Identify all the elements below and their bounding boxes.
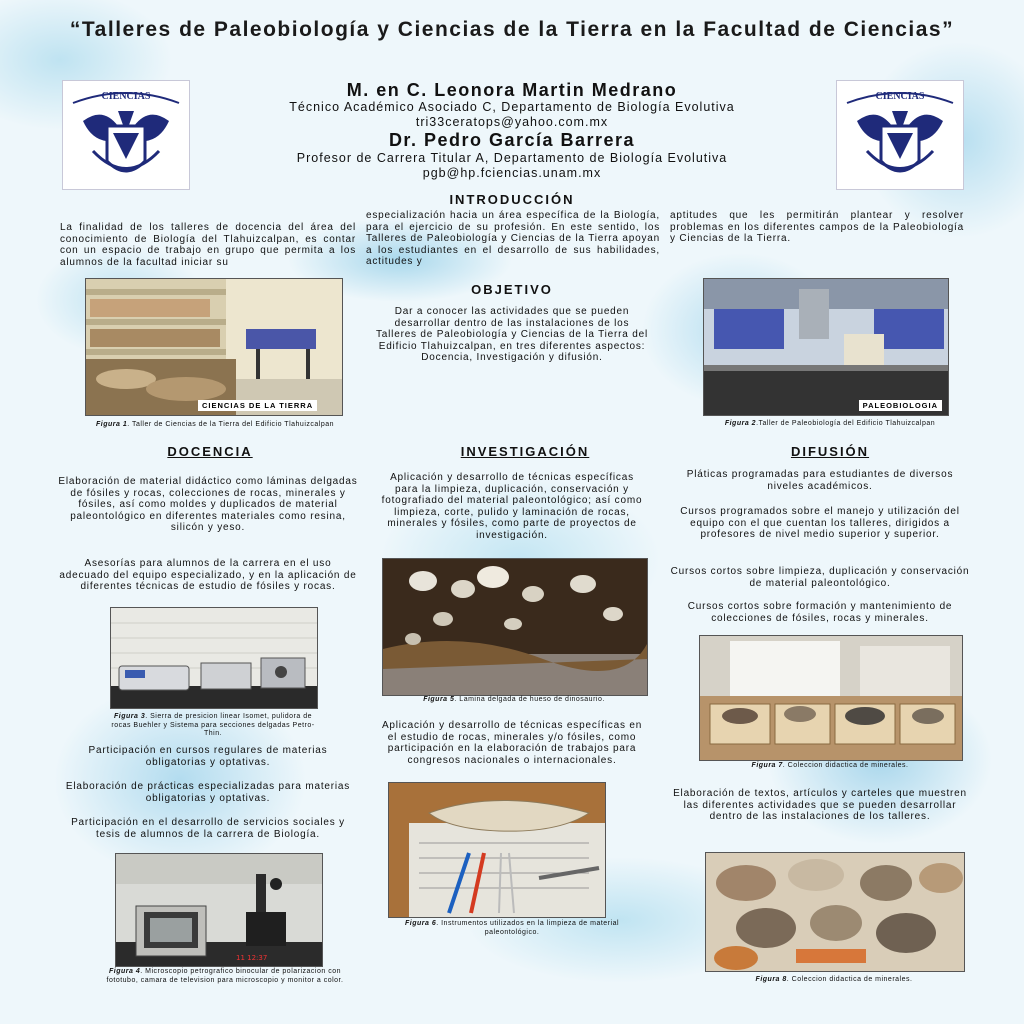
docencia-p2: Asesorías para alumnos de la carrera en el uso adecuado del equipo especializado, y en la aplicación de diferentes técnicas de estudio de fósiles y rocas. [59,558,357,593]
author-1-role: Técnico Académico Asociado C, Departamento de Biología Evolutiva [289,100,735,114]
unam-ciencias-logo-left [62,80,190,190]
figure-5-caption [382,696,646,705]
docencia-heading: DOCENCIA [167,444,253,459]
figure-2-label: PALEOBIOLOGIA [859,400,942,411]
figure-6-caption [380,920,644,937]
figure-1-photo [85,278,343,416]
docencia-p1: Elaboración de material didáctico como láminas delgadas de fósiles y rocas, colecciones de rocas, minerales y fósiles, así como moldes y duplicados de material paleontológico en diferentes materiales como resina, silicón y yeso. [58,476,358,534]
objetivo-text: Dar a conocer las actividades que se pueden desarrollar dentro de las instalaciones de los Talleres de Paleobiología y Ciencias de la Tierra del Edificio Tlahuizcalpan, en tres diferentes aspectos: Docencia, Investigación y difusión. [376,306,648,364]
docencia-p3: Participación en cursos regulares de materias obligatorias y optativas. [88,745,328,768]
figure-1-caption-text: . Taller de Ciencias de la Tierra del Edificio Tlahuizcalpan [127,421,334,428]
logo-text: CIENCIAS [101,91,151,102]
intro-col-1: La finalidad de los talleres de docencia del área del conocimiento de Biología del Tlahuizcalpan, es contar con un espacio de trabajo en grupo que permita a los alumnos de la facultad iniciar su [60,222,356,268]
figure-4-caption [100,968,350,985]
poster-title: “Talleres de Paleobiología y Ciencias de la Tierra en la Facultad de Ciencias” [69,18,955,41]
figure-8-number: Figura 8 [755,976,787,983]
figure-5-photo [382,558,648,696]
figure-7-caption [700,762,960,771]
difusion-p2: Cursos programados sobre el manejo y utilización del equipo con el que cuentan los talleres, dirigidos a profesores de nivel medio superior y superior. [680,506,960,541]
figure-3-photo [110,607,318,709]
figure-1-number: Figura 1 [95,421,128,428]
figure-2-number: Figura 2 [724,420,757,427]
author-2-name: Dr. Pedro García Barrera [388,130,636,150]
figure-1-label: CIENCIAS DE LA TIERRA [198,400,317,411]
difusion-p4: Cursos cortos sobre formación y mantenimiento de colecciones de fósiles, rocas y minerales. [687,601,953,624]
figure-4-number: Figura 4 [109,968,141,975]
investigacion-p2: Aplicación y desarrollo de técnicas específicas en el estudio de rocas, minerales y/o fósiles, como participación en la elaboración de trabajos para congresos nacionales o internacionales. [381,720,643,766]
intro-col-3: aptitudes que les permitirán plantear y resolver problemas en los diferentes campos de la Paleobiología y Ciencias de la Tierra. [670,210,964,245]
figure-6-photo [388,782,606,918]
figure-3-number: Figura 3 [113,713,146,720]
figure-5-number: Figura 5 [423,696,455,703]
author-1-name: M. en C. Leonora Martin Medrano [346,80,678,100]
figure-5-caption-text: . Lamina delgada de hueso de dinosaurio. [454,696,605,703]
figure-2-caption [690,420,970,429]
figure-8-caption-text: . Coleccion didactica de minerales. [786,976,913,983]
investigacion-p1: Aplicación y desarrollo de técnicas específicas para la limpieza, duplicación, conservación y fotografiado del material paleontológico; así como limpieza, corte, pulido y laminación de rocas, minerales y fósiles, como parte de proyectos de investigación. [381,472,643,541]
unam-ciencias-logo-right [836,80,964,190]
figure-2-photo [703,278,949,416]
docencia-p5: Participación en el desarrollo de servicios sociales y tesis de alumnos de la carrera de Biología. [71,817,345,840]
figure-3-caption-text: . Sierra de presicion linear Isomet, pulidora de rocas Buehler y Sistema para secciones delgadas Petro-Thin. [111,713,315,737]
figure-4-photo [115,853,323,967]
figure-6-number: Figura 6 [404,920,437,927]
difusion-p1: Pláticas programadas para estudiantes de diversos niveles académicos. [686,469,954,492]
figure-2-caption-text: .Taller de Paleobiología del Edificio Tlahuizcalpan [756,420,936,427]
difusion-p3: Cursos cortos sobre limpieza, duplicación y conservación de material paleontológico. [670,566,970,589]
figure-7-number: Figura 7 [751,762,783,769]
figure-7-caption-text: . Coleccion didactica de minerales. [782,762,909,769]
figure-4-caption-text: . Microscopio petrografico binocular de polarizacion con fototubo, camara de television para microscopio y monitor a color. [106,968,344,984]
svg-text:11 12:37: 11 12:37 [236,954,268,962]
docencia-p4: Elaboración de prácticas especializadas para materias obligatorias y optativas. [65,781,351,804]
author-2-role: Profesor de Carrera Titular A, Departamento de Biología Evolutiva [296,151,728,165]
difusion-heading: DIFUSIÓN [790,444,870,459]
objetivo-heading: OBJETIVO [471,282,553,297]
investigacion-heading: INVESTIGACIÓN [460,444,590,459]
author-2-email: pgb@hp.fciencias.unam.mx [422,166,602,180]
figure-3-caption [110,713,316,739]
figure-8-photo [705,852,965,972]
figure-8-caption [705,976,963,985]
figure-1-caption [70,421,360,430]
author-1-email: tri33ceratops@yahoo.com.mx [415,115,609,129]
difusion-p5: Elaboración de textos, artículos y carteles que muestren las diferentes actividades que se pueden desarrollar dentro de las instalaciones de los talleres. [673,788,967,823]
figure-7-photo [699,635,963,761]
figure-6-caption-text: . Instrumentos utilizados en la limpieza de material paleontológico. [436,920,620,936]
intro-col-2: especialización hacia un área específica de la Biología, para el ejercicio de su profesión. En este sentido, los Talleres de Paleobiología y Ciencias de la Tierra apoyan a los estudiantes en el desarrollo de sus habilidades, actitudes y [366,210,660,268]
intro-heading: INTRODUCCIÓN [449,192,575,207]
logo-text: CIENCIAS [875,91,925,102]
